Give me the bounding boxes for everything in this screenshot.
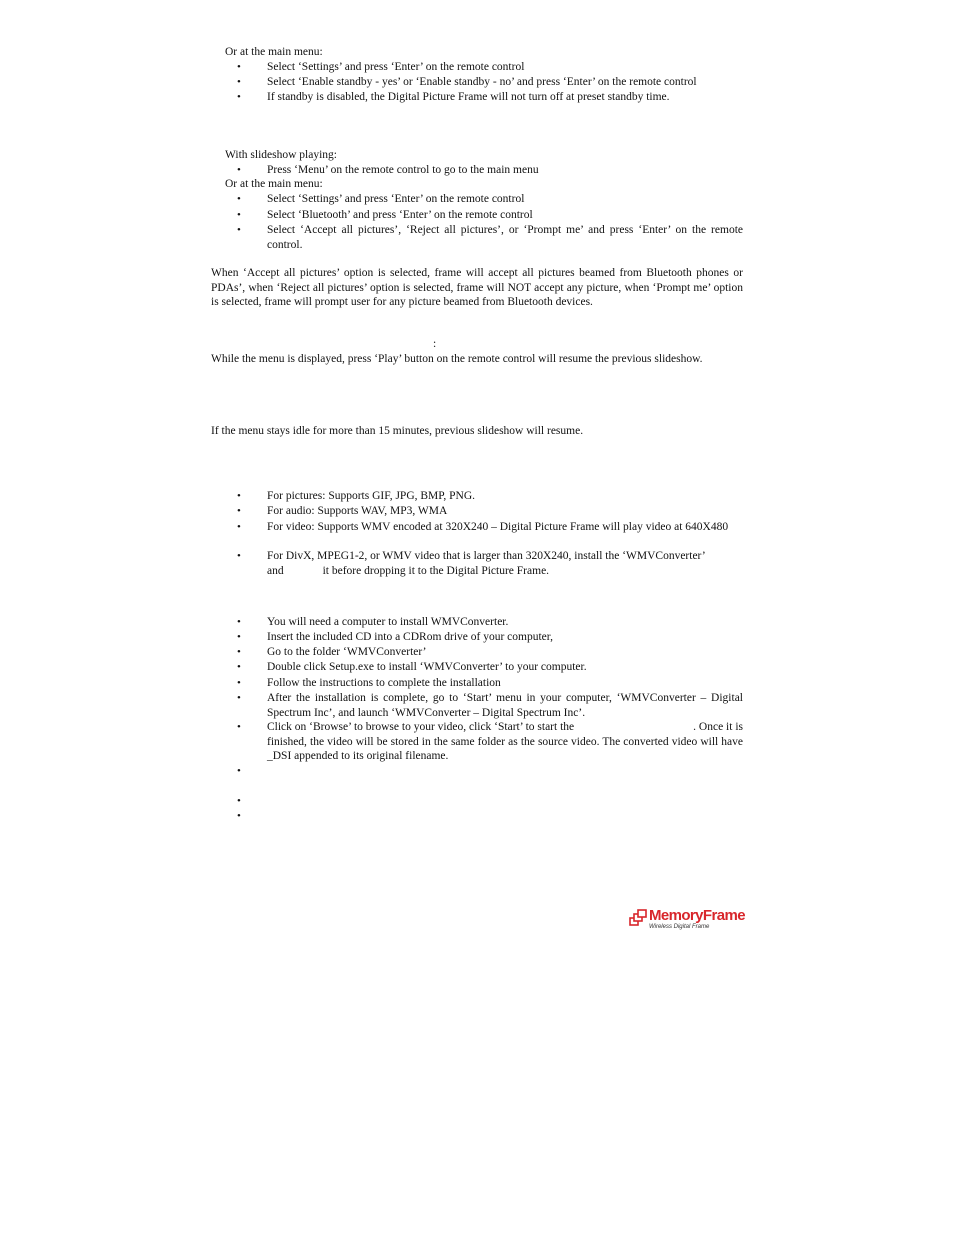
list-item-line: For DivX, MPEG1-2, or WMV video that is larger than 320X240, install the ‘WMVConverter’ (267, 550, 706, 562)
list-item-fragment: . Once it is (693, 721, 743, 733)
bullet: • (237, 631, 241, 643)
list-item: If standby is disabled, the Digital Picture Frame will not turn off at preset standby time. (267, 91, 670, 103)
logo-tagline: Wireless Digital Frame (649, 924, 710, 930)
list-item: Follow the instructions to complete the installation (267, 677, 501, 689)
bluetooth-paragraph: When ‘Accept all pictures’ option is selected, frame will accept all pictures beamed from Bluetooth phones or PDAs’, when ‘Reject all pictures’ option is selected, frame will NOT accept any picture, when ‘Prompt me’ option is selected, frame will prompt user for any picture beamed from Bluetooth devices. (211, 267, 743, 308)
list-item: After the installation is complete, go to ‘Start’ menu in your computer, ‘WMVConverter – Digital Spectrum Inc’, and launch ‘WMVConverter – Digital Spectrum Inc’. (267, 692, 743, 719)
bullet: • (237, 61, 241, 73)
bullet: • (237, 661, 241, 673)
bullet: • (237, 193, 241, 205)
list-item-line (267, 564, 743, 579)
standby-intro: Or at the main menu: (225, 46, 323, 58)
bullet: • (237, 164, 241, 176)
list-item: For audio: Supports WAV, MP3, WMA (267, 505, 448, 517)
list-item-fragment: Click on ‘Browse’ to browse to your video, click ‘Start’ to start the (267, 721, 575, 733)
resume-paragraph: While the menu is displayed, press ‘Play’ button on the remote control will resume the previous slideshow. (211, 353, 703, 365)
bullet: • (237, 810, 241, 822)
bullet: • (237, 209, 241, 221)
list-item: Select ‘Enable standby - yes’ or ‘Enable standby - no’ and press ‘Enter’ on the remote control (267, 76, 697, 88)
list-item: Select ‘Accept all pictures’, ‘Reject all pictures’, or ‘Prompt me’ and press ‘Enter’ on the remote control. (267, 224, 743, 251)
bullet: • (237, 490, 241, 502)
bullet: • (237, 795, 241, 807)
bullet: • (237, 616, 241, 628)
list-item: You will need a computer to install WMVConverter. (267, 616, 509, 628)
list-item: Select ‘Settings’ and press ‘Enter’ on the remote control (267, 193, 525, 205)
list-item: Insert the included CD into a CDRom drive of your computer, (267, 631, 554, 643)
bullet: • (237, 505, 241, 517)
list-item: Select ‘Settings’ and press ‘Enter’ on the remote control (267, 61, 525, 73)
slideshow-intro: With slideshow playing: (225, 149, 337, 161)
list-item: For video: Supports WMV encoded at 320X240 – Digital Picture Frame will play video at 640X480 (267, 521, 729, 533)
list-item (267, 720, 743, 764)
memoryframe-logo (629, 908, 747, 936)
bullet: • (237, 677, 241, 689)
bullet: • (237, 521, 241, 533)
idle-paragraph: If the menu stays idle for more than 15 minutes, previous slideshow will resume. (211, 425, 584, 437)
bullet: • (237, 646, 241, 658)
logo-brand: MemoryFrame (649, 907, 745, 924)
list-item (267, 549, 743, 578)
bullet: • (237, 765, 241, 777)
list-item: Press ‘Menu’ on the remote control to go to the main menu (267, 164, 539, 176)
list-item-fragment: it before dropping it to the Digital Picture Frame. (322, 564, 550, 577)
list-item: Double click Setup.exe to install ‘WMVConverter’ to your computer. (267, 661, 587, 673)
bullet: • (237, 550, 241, 562)
bullet: • (237, 91, 241, 103)
list-item: Go to the folder ‘WMVConverter’ (267, 646, 427, 658)
frames-logo-icon (629, 909, 649, 929)
list-item-line: finished, the video will be stored in the same folder as the source video. The converted video will have _DSI appended to its original filename. (267, 735, 743, 762)
bullet: • (237, 76, 241, 88)
colon-mark: : (433, 338, 437, 350)
list-item: For pictures: Supports GIF, JPG, BMP, PNG. (267, 490, 476, 502)
list-item-line (267, 720, 743, 735)
bullet: • (237, 721, 241, 733)
list-item: Select ‘Bluetooth’ and press ‘Enter’ on the remote control (267, 209, 533, 221)
bullet: • (237, 692, 241, 704)
main-menu-intro: Or at the main menu: (225, 178, 323, 190)
bullet: • (237, 224, 241, 236)
list-item-fragment: and (267, 564, 284, 577)
